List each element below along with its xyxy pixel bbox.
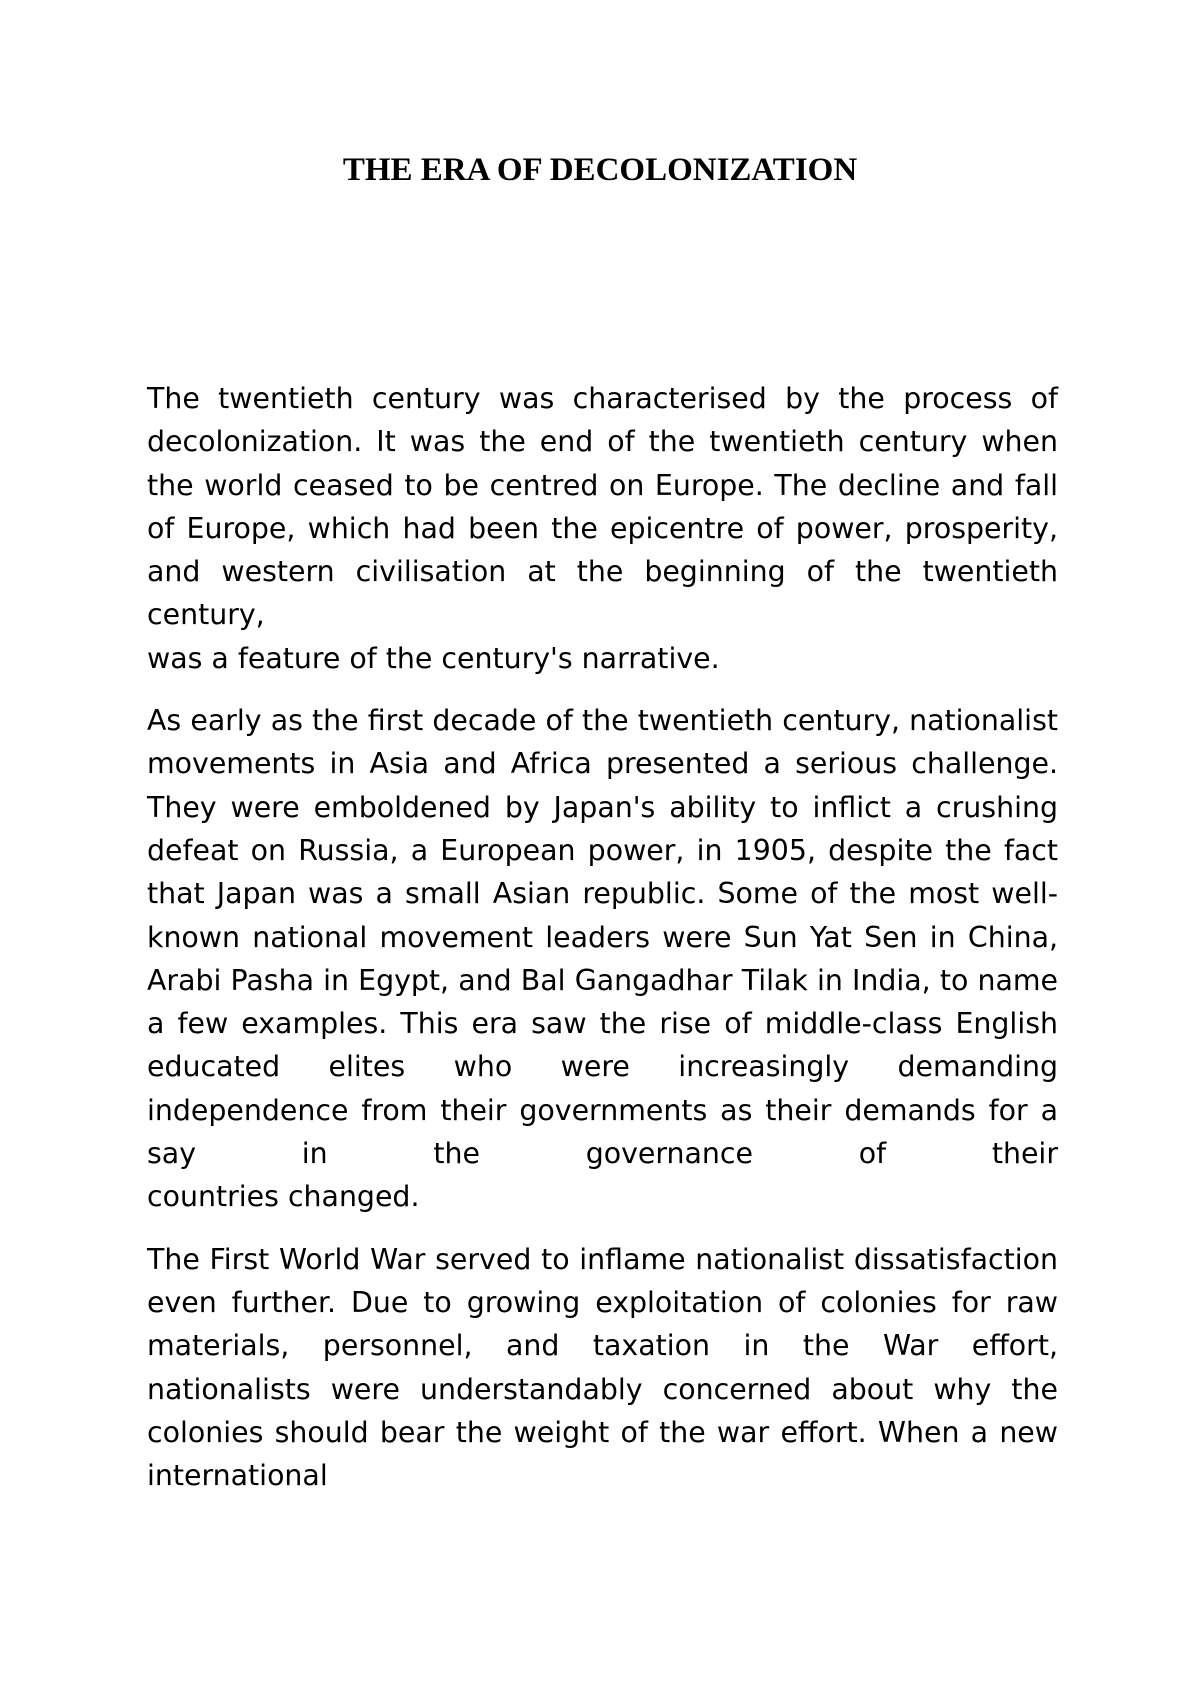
paragraph-2-text: As early as the first decade of the twentieth century, nationalist movements in Asia and Africa presented a serious challenge. They were emboldened by Japan's ability to inflict a crushing defeat on Russia, a European power, in 1905, despite the fact that Japan was a small Asian republic. Some of the most well-known national movement leaders were Sun Yat Sen in China, Arabi Pasha in Egypt, and Bal Gangadhar Tilak in India, to name a few examples. This era saw the rise of middle-class English educated elites who were increasingly demanding independence from their governments as their demands for a say in the governance of their [147,704,1058,1171]
paragraph-2-last-line: countries changed. [147,1180,420,1214]
paragraph-3-text: The First World War served to inflame nationalist dissatisfaction even further. Due to growing exploitation of colonies for raw materials, personnel, and taxation in the War effort, nationalists were understandably concerned about why the colonies should bear the weight of the war effort. When a new international [147,1242,1058,1493]
paragraph-3 [147,1238,1058,1498]
paragraph-1-text: The twentieth century was characterised by the process of decolonization. It was the end of the twentieth century when the world ceased to be centred on Europe. The decline and fall of Europe, which had been the epicentre of power, prosperity, and western civilisation at the beginning of the twentieth century, [147,382,1058,632]
paragraph-2 [147,699,1058,1219]
paragraph-1 [147,377,1058,680]
document-body [147,377,1058,1497]
paragraph-1-last-line: was a feature of the century's narrative. [147,641,720,675]
page-title: THE ERA OF DECOLONIZATION [342,152,858,188]
